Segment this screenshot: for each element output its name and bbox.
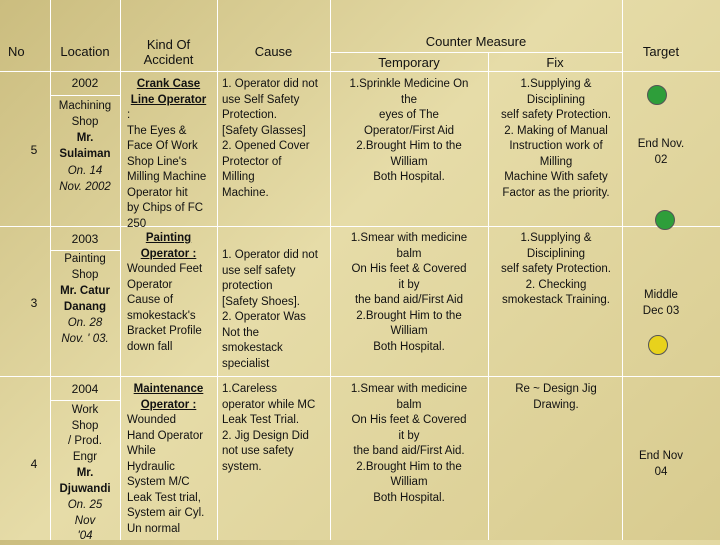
temporary-measure: 1.Smear with medicine balm On His feet & Covered it by the band aid/First Aid. 2.Brought Him to the William Both Hospital. bbox=[350, 383, 468, 504]
target-date: End Nov. 02 bbox=[637, 138, 685, 166]
fix-measure: 1.Supplying & Disciplining self safety Protection. 2. Checking smokestack Training. bbox=[501, 232, 611, 306]
header-target: Target bbox=[642, 44, 680, 59]
header-cause: Cause bbox=[254, 44, 293, 59]
row-year: 2004 bbox=[71, 382, 99, 396]
kind-description: Wounded Hand Operator While Hydraulic System M/C Leak Test trial, System air Cyl. Un normal bbox=[127, 414, 205, 535]
cause-text: 1.Careless operator while MC Leak Test Trial. 2. Jig Design Did not use safety system. bbox=[222, 383, 316, 473]
fix-measure: Re ~ Design Jig Drawing. bbox=[515, 383, 597, 411]
grid-line bbox=[217, 0, 218, 540]
row-year: 2002 bbox=[71, 76, 99, 90]
row-number: 3 bbox=[30, 296, 38, 310]
location-date: On. 14 Nov. 2002 bbox=[59, 165, 111, 193]
row-number: 5 bbox=[30, 143, 38, 157]
temporary-measure: 1.Sprinkle Medicine On the eyes of The Operator/First Aid 2.Brought Him to the William Both Hospital. bbox=[349, 78, 469, 183]
location-place: Work Shop / Prod. Engr bbox=[68, 404, 102, 463]
header-location: Location bbox=[60, 44, 110, 59]
kind-description: : The Eyes & Face Of Work Shop Line's Milling Machine Operator hit by Chips of FC 250 bbox=[127, 109, 207, 230]
location-person: Mr. Sulaiman bbox=[59, 132, 111, 160]
grid-line bbox=[0, 226, 720, 227]
location-person: Mr. Catur Danang bbox=[60, 285, 110, 313]
kind-title: Maintenance Operator : bbox=[133, 383, 204, 411]
location-person: Mr. Djuwandi bbox=[59, 467, 111, 495]
header-kind-of-accident: Kind Of Accident bbox=[143, 37, 194, 67]
cause-text: 1. Operator did not use Self Safety Protection. [Safety Glasses] 2. Opened Cover Protector of Milling Machine. bbox=[222, 78, 318, 199]
location-place: Machining Shop bbox=[58, 100, 112, 128]
grid-line bbox=[488, 52, 489, 540]
header-temporary: Temporary bbox=[378, 55, 440, 70]
status-dot-green bbox=[647, 85, 667, 105]
grid-line bbox=[50, 250, 120, 251]
temporary-measure: 1.Smear with medicine balm On His feet & Covered it by the band aid/First Aid 2.Brought Him to the William Both Hospital. bbox=[350, 232, 468, 353]
location-place: Painting Shop bbox=[64, 253, 106, 281]
fix-measure: 1.Supplying & Disciplining self safety Protection. 2. Making of Manual Instruction work of Milling Machine With safety Factor as the priority. bbox=[501, 78, 611, 199]
grid-line bbox=[120, 0, 121, 540]
header-no: No bbox=[8, 44, 25, 59]
grid-line bbox=[50, 95, 120, 96]
grid-line bbox=[330, 0, 331, 540]
grid-line bbox=[0, 376, 720, 377]
location-date: On. 28 Nov. ' 03. bbox=[61, 317, 109, 345]
target-date: Middle Dec 03 bbox=[642, 289, 680, 317]
row-number: 4 bbox=[30, 457, 38, 471]
status-dot-green bbox=[655, 210, 675, 230]
status-dot-yellow bbox=[648, 335, 668, 355]
row-year: 2003 bbox=[71, 232, 99, 246]
header-fix: Fix bbox=[546, 55, 564, 70]
grid-line bbox=[330, 52, 622, 53]
location-date: On. 25 Nov '04 bbox=[67, 499, 103, 542]
kind-description: Wounded Feet Operator Cause of smokestack's Bracket Profile down fall bbox=[127, 263, 203, 353]
kind-title: Crank Case Line Operator bbox=[130, 78, 207, 106]
grid-line bbox=[50, 400, 120, 401]
target-date: End Nov 04 bbox=[638, 450, 684, 478]
cause-text: 1. Operator did not use self safety protection [Safety Shoes]. 2. Operator Was Not the smokestack specialist bbox=[222, 249, 318, 370]
header-counter-measure: Counter Measure bbox=[425, 34, 527, 49]
grid-line bbox=[0, 71, 720, 72]
kind-title: Painting Operator : bbox=[140, 232, 197, 260]
